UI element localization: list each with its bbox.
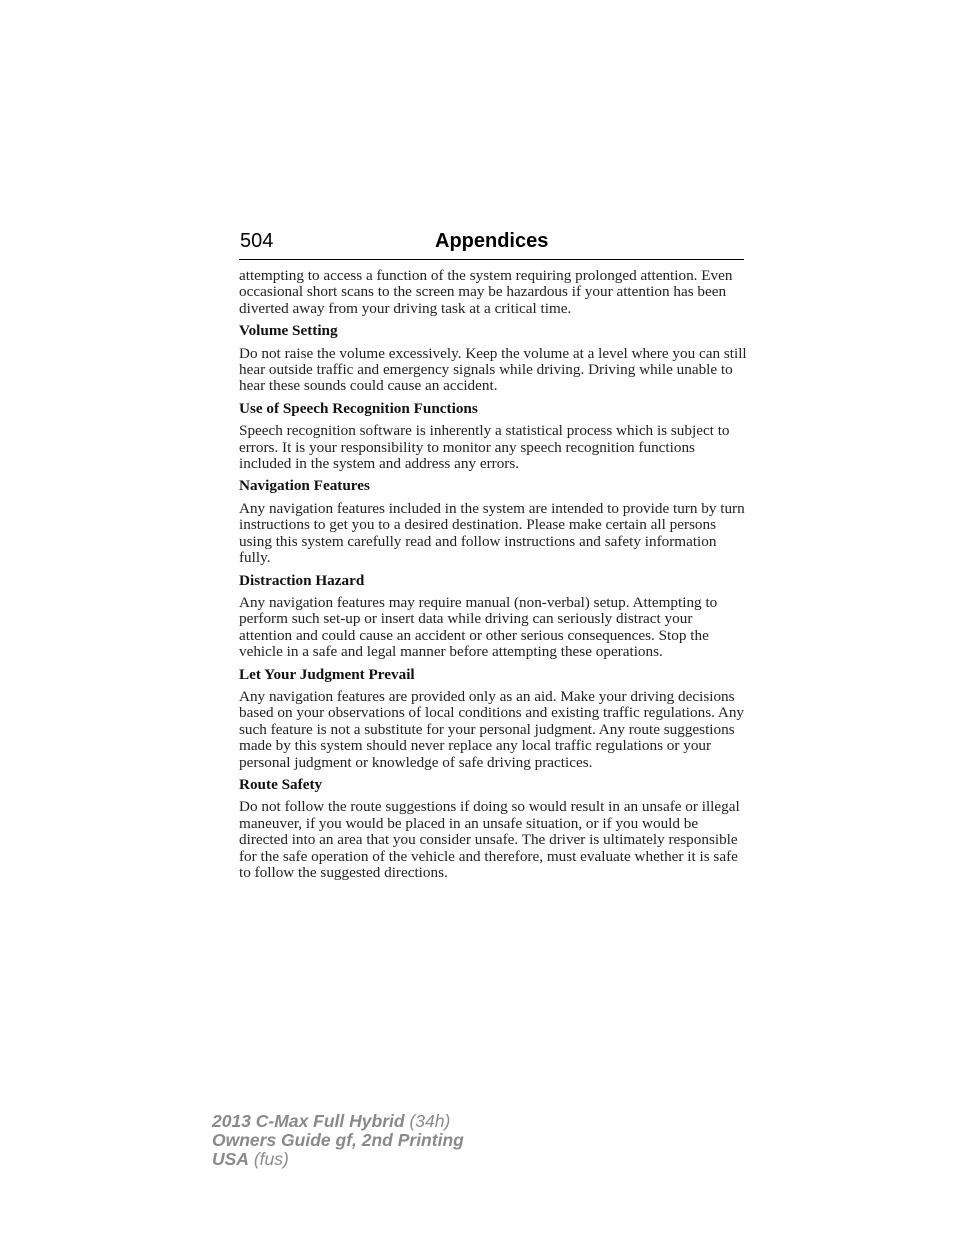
footer-model-code: (34h) — [409, 1111, 451, 1131]
footer-region-code: (fus) — [253, 1149, 289, 1169]
paragraph-distraction-hazard: Any navigation features may require manual (non-verbal) setup. Attempting to perform such set-up or insert data while driving can seriously distract your attention and could cause an accident or other serious consequences. Stop the vehicle in a safe and legal manner before attempting these operations. — [239, 593, 718, 661]
paragraph-route-safety: Do not follow the route suggestions if doing so would result in an unsafe or illegal maneuver, if you would be placed in an unsafe situation, or if you would be directed into an area that you consider unsafe. The driver is ultimately responsible for the safe operation of the vehicle and therefore, must evaluate whether it is safe to follow the suggested directions. — [239, 798, 740, 881]
heading-judgment-prevail: Let Your Judgment Prevail — [239, 665, 415, 683]
footer-line-model — [212, 1112, 464, 1131]
heading-distraction-hazard: Distraction Hazard — [239, 571, 365, 589]
page-header — [239, 229, 744, 260]
paragraph-speech-recognition: Speech recognition software is inherently a statistical process which is subject to errors. It is your responsibility to monitor any speech recognition functions included in the system and address any errors. — [239, 422, 730, 473]
footer-line-region — [212, 1150, 464, 1169]
paragraph-navigation-features: Any navigation features included in the system are intended to provide turn by turn instructions to get you to a desired destination. Please make certain all persons using this system carefully read and follow instructions and safety information fully. — [239, 499, 745, 567]
body-content — [239, 268, 749, 887]
heading-volume-setting: Volume Setting — [239, 322, 338, 340]
paragraph-volume-setting: Do not raise the volume excessively. Keep the volume at a level where you can still hear outside traffic and emergency signals while driving. Driving while unable to hear these sounds could cause an accident. — [239, 344, 747, 395]
footer-line-guide — [212, 1131, 464, 1150]
page-footer — [212, 1112, 464, 1169]
footer-guide: Owners Guide gf, 2nd Printing — [212, 1130, 464, 1150]
heading-speech-recognition: Use of Speech Recognition Functions — [239, 399, 478, 417]
intro-paragraph: attempting to access a function of the system requiring prolonged attention. Even occasional short scans to the screen may be hazardous if your attention has been diverted away from your driving task at a critical time. — [239, 267, 733, 317]
heading-navigation-features: Navigation Features — [239, 477, 370, 495]
section-title: Appendices — [435, 230, 549, 252]
page-number: 504 — [240, 230, 274, 252]
footer-region: USA — [212, 1149, 249, 1169]
heading-route-safety: Route Safety — [239, 775, 323, 793]
paragraph-judgment-prevail: Any navigation features are provided only as an aid. Make your driving decisions based on your observations of local conditions and existing traffic regulations. Any such feature is not a substitute for your personal judgment. Any route suggestions made by this system should never replace any local traffic regulations or your personal judgment or knowledge of safe driving practices. — [239, 687, 745, 771]
footer-model: 2013 C-Max Full Hybrid — [212, 1111, 405, 1131]
